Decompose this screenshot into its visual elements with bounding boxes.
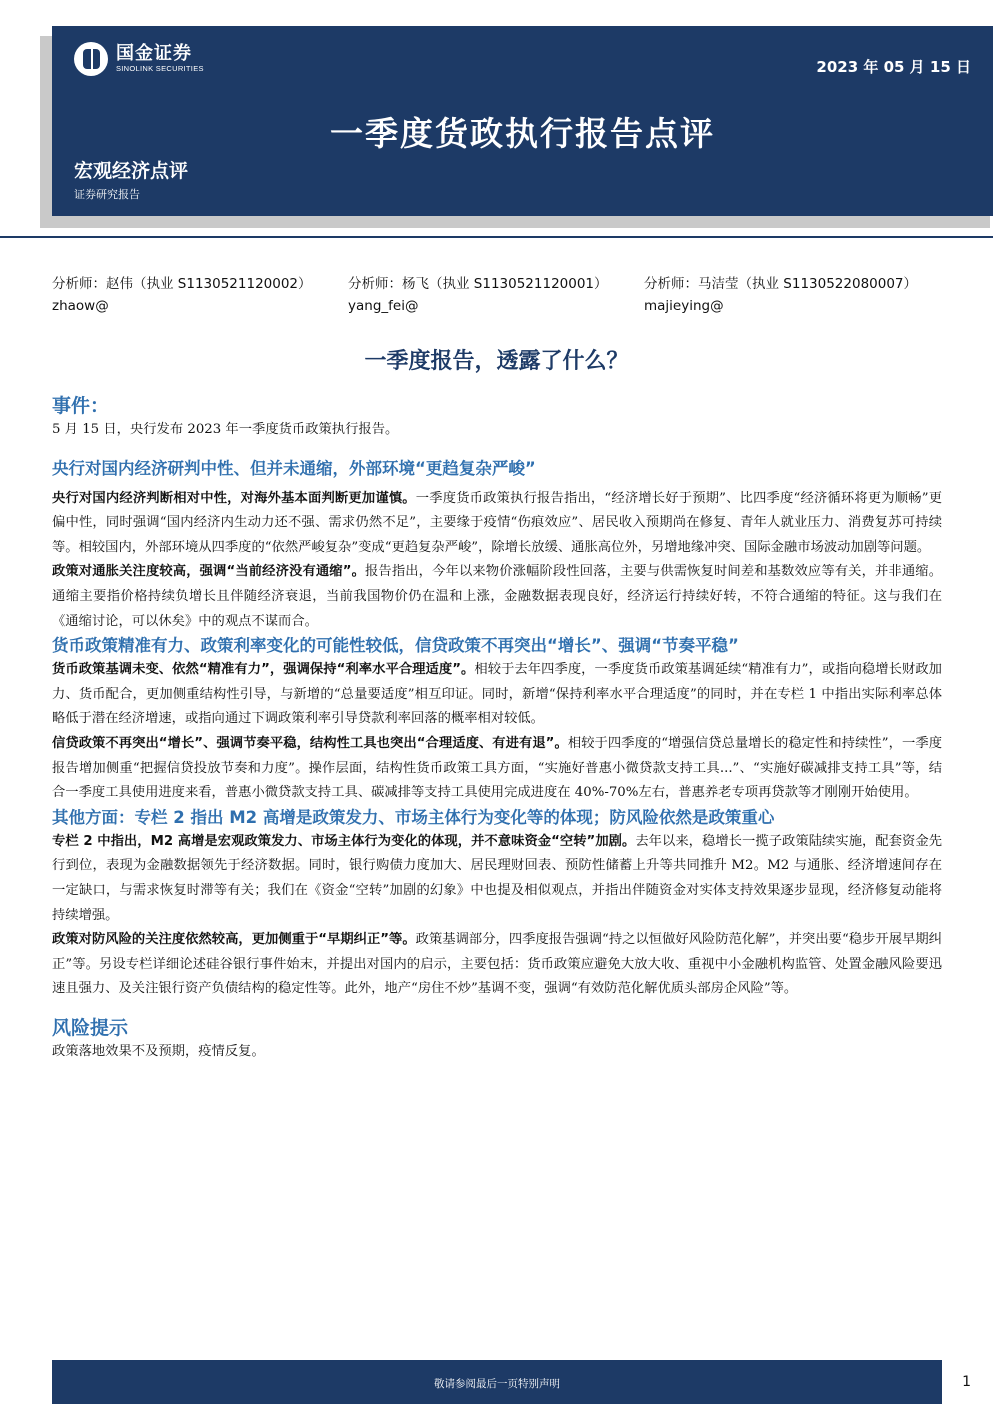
logo-name-en: SINOLINK SECURITIES — [116, 64, 204, 73]
paragraph — [52, 732, 942, 806]
analyst-zhao — [52, 273, 312, 317]
paragraph-text: 一季度货币政策执行报告指出，“经济增长好于预期”、比四季度“经济循环将更为顺畅”更偏中性，同时强调“国内经济内生动力还不强、需求仍然不足”，主要缘于疫情“伤痕效应”、居民收入预期尚在修复、青年人就业压力、消费复苏可持续等。相较国内，外部环境从四季度的“依然严峻复杂”变成“更趋复杂严峻”，除增长放缓、通胀高位外，另增地缘冲突、国际金融市场波动加剧等问题。 — [52, 490, 942, 555]
paragraph-lead: 信贷政策不再突出“增长”、强调节奏平稳，结构性工具也突出“合理适度、有进有退”。 — [52, 735, 568, 751]
page-number: 1 — [962, 1374, 971, 1390]
footer-disclaimer: 敬请参阅最后一页特别声明 — [434, 1378, 560, 1390]
event-heading: 事件： — [52, 395, 110, 417]
paragraph-lead: 央行对国内经济判断相对中性，对海外基本面判断更加谨慎。 — [52, 490, 416, 506]
risk-text: 政策落地效果不及预期，疫情反复。 — [52, 1043, 265, 1059]
paragraph-text: 去年以来，稳增长一揽子政策陆续实施，配套资金先行到位，表现为金融数据领先于经济数据。同时，银行购债力度加大、居民理财回表、预防性储蓄上升等共同推升 M2。M2 与通胀、经济增速间存在一定缺口，与需求恢复时滞等有关；我们在《资金“空转”加剧的幻象》中也提及相似观点，并指出伴随资金对实体支持效果逐步显现，经济修复动能将持续增强。 — [52, 833, 942, 923]
paragraph — [52, 487, 942, 561]
report-type: 宏观经济点评 — [74, 160, 189, 182]
paragraph-lead: 专栏 2 中指出，M2 高增是宏观政策发力、市场主体行为变化的体现，并不意味资金“空转”加剧。 — [52, 833, 636, 849]
analyst-yang — [348, 273, 608, 317]
analyst-line: 分析师：赵伟（执业 S1130521120002） — [52, 276, 312, 292]
paragraph-lead: 货币政策基调未变、依然“精准有力”，强调保持“利率水平合理适度”。 — [52, 662, 475, 678]
analyst-email[interactable]: majieying@ — [644, 298, 724, 314]
analyst-email[interactable]: yang_fei@ — [348, 298, 419, 314]
paragraph — [52, 928, 942, 1002]
report-body — [52, 394, 942, 1064]
paragraph-text: 政策基调部分，四季度报告强调“持之以恒做好风险防范化解”，并突出要“稳步开展早期纠正”等。另设专栏详细论述硅谷银行事件始末，并提出对国内的启示，主要包括：货币政策应避免大放大收、重视中小金融机构监管、处置金融风险要迅速且强力、及关注银行资产负债结构的稳定性等。此外，地产“房住不炒”基调不变，强调“有效防范化解优质头部房企风险”等。 — [52, 932, 942, 997]
event-text: 5 月 15 日，央行发布 2023 年一季度货币政策执行报告。 — [52, 422, 399, 437]
header-divider — [0, 236, 993, 238]
paragraph — [52, 830, 942, 928]
section-heading-1: 央行对国内经济研判中性、但并未通缩，外部环境“更趋复杂严峻” — [52, 458, 536, 478]
company-logo — [74, 42, 204, 76]
header-banner — [52, 26, 993, 216]
paragraph — [52, 560, 942, 634]
report-subtype: 证券研究报告 — [74, 188, 140, 201]
paragraph-text: 报告指出，今年以来物价涨幅阶段性回落，主要与供需恢复时间差和基数效应等有关，并非通缩。通缩主要指价格持续负增长且伴随经济衰退，当前我国物价仍在温和上涨，金融数据表现良好，经济运行持续好转，不符合通缩的特征。这与我们在《通缩讨论，可以休矣》中的观点不谋而合。 — [52, 564, 942, 629]
analyst-line: 分析师：马洁莹（执业 S1130522080007） — [644, 276, 918, 292]
analyst-email[interactable]: zhaow@ — [52, 298, 109, 314]
footer-bar — [52, 1360, 942, 1404]
paragraph-lead: 政策对防风险的关注度依然较高，更加侧重于“早期纠正”等。 — [52, 932, 416, 948]
paragraph-text: 相较于四季度的“增强信贷总量增长的稳定性和持续性”，一季度报告增加侧重“把握信贷投放节奏和力度”。操作层面，结构性货币政策工具方面，“实施好普惠小微贷款支持工具...”、“实施好碳减排支持工具”等，结合一季度工具使用进度来看，普惠小微贷款支持工具、碳减排等支持工具使用完成进度在 40%-70%左右，普惠养老专项再贷款等才刚刚开始使用。 — [52, 735, 942, 801]
section-heading-2: 货币政策精准有力、政策利率变化的可能性较低，信贷政策不再突出“增长”、强调“节奏平稳” — [52, 636, 739, 656]
paragraph-text: 相较于去年四季度，一季度货币政策基调延续“精准有力”，或指向稳增长财政加力、货币配合，更加侧重结构性引导，与新增的“总量要适度”相互印证。同时，新增“保持利率水平合理适度”的同时，并在专栏 1 中指出实际利率总体略低于潜在经济增速，或指向通过下调政策利率引导贷款利率回落的概率相对较低。 — [52, 662, 942, 727]
logo-icon — [74, 42, 108, 76]
analyst-line: 分析师：杨飞（执业 S1130521120001） — [348, 276, 608, 292]
main-title: 一季度报告，透露了什么？ — [364, 349, 629, 374]
report-title: 一季度货政执行报告点评 — [330, 114, 715, 153]
paragraph-lead: 政策对通胀关注度较高，强调“当前经济没有通缩”。 — [52, 564, 365, 580]
risk-heading: 风险提示 — [52, 1016, 129, 1039]
paragraph — [52, 658, 942, 732]
report-date: 2023 年 05 月 15 日 — [816, 58, 971, 76]
logo-name-cn: 国金证券 — [116, 43, 192, 64]
analyst-ma — [644, 273, 917, 317]
section-heading-3: 其他方面：专栏 2 指出 M2 高增是政策发力、市场主体行为变化等的体现；防风险依然是政策重心 — [52, 807, 775, 827]
